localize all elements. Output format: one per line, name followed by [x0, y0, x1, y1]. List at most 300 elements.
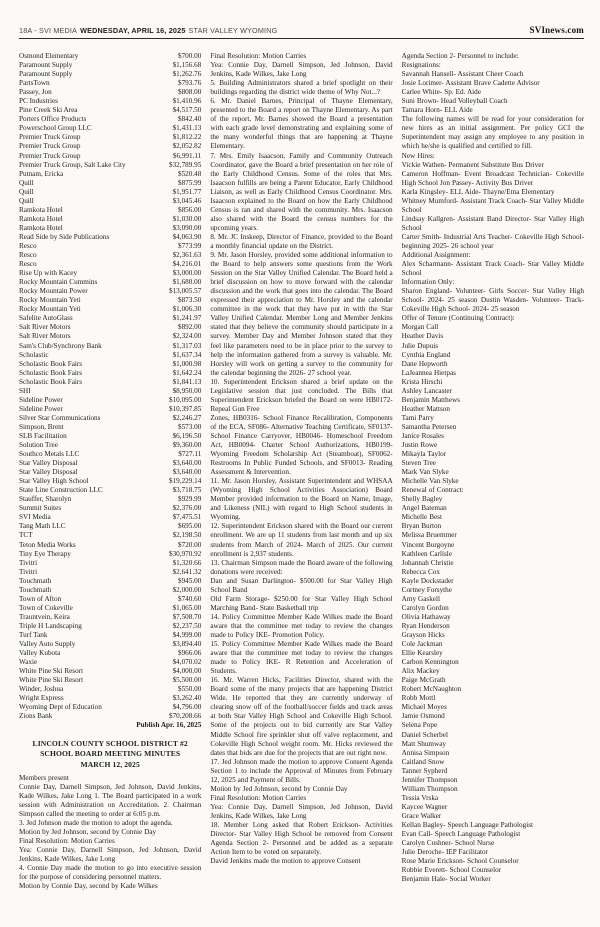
personnel-line: Bryan Burton: [401, 522, 442, 531]
vendor-name: Wright Express: [19, 694, 64, 703]
expense-row: [19, 323, 201, 332]
expense-row: [19, 441, 201, 450]
personnel-line: Jennifer Thompson: [401, 775, 458, 784]
expense-table: [19, 52, 201, 721]
minutes-paragraph: Dan and Susan Darlington- $500.00 for Star Valley High School Band: [210, 576, 393, 594]
personnel-line: Ryan Henderson: [401, 621, 450, 630]
personnel-line: Justin Rowe: [401, 441, 438, 450]
expense-amount: $4,000.00: [172, 667, 202, 676]
expense-amount: $32,789.95: [168, 160, 202, 169]
vendor-name: Rocky Mountain Yeti: [19, 296, 81, 305]
vendor-name: Winder, Joshua: [19, 685, 64, 694]
personnel-line: Cole Jackman: [401, 640, 443, 649]
vendor-name: Resco: [19, 260, 37, 269]
personnel-line: Evan Call- Speech Language Pathologist: [401, 830, 521, 839]
minutes-paragraph: 5. Building Administrators shared a brief spotlight on their buildings regarding the district wide theme of Why Not...?: [210, 79, 393, 97]
expense-row: [19, 233, 201, 242]
personnel-line: Kathleen Carlisle: [401, 549, 452, 558]
vendor-name: Star Valley Disposal: [19, 468, 78, 477]
vendor-name: Turf Tank: [19, 631, 48, 639]
vendor-name: Salt River Motors: [19, 323, 71, 332]
expense-row: [19, 432, 201, 441]
personnel-line: Carolyn Gordon: [401, 603, 449, 612]
expense-row: [19, 179, 201, 188]
vendor-name: SHI: [19, 386, 31, 395]
column-expenses: [19, 52, 201, 892]
expense-amount: $875.99: [177, 178, 202, 187]
expense-row: [19, 423, 201, 432]
expense-amount: $873.50: [177, 296, 202, 305]
personnel-line: Tanner Sypherd: [401, 766, 448, 775]
minutes-paragraph: Zones, HB0316- School Finance Recalibration, Components of the ECA, SF086- Alternative Teaching Certificate, SF0137- School Finance Carryover, HB0046- Homeschool Freedom Act, HB0094- Charter School Authorizations, HB0199- Wyoming Freedom Scholarship Act (Steamboat), SF0062- Restrooms In Public Funded Schools, and SF0013- Reading Assessment & Intervention.: [210, 413, 393, 477]
vendor-name: Premier Truck Group: [19, 151, 81, 160]
expense-row: [19, 468, 201, 477]
personnel-line: Tessia Vrska: [401, 793, 439, 802]
expense-row: [19, 531, 201, 540]
expense-amount: $1,241.97: [172, 314, 202, 323]
expense-row: [19, 622, 201, 631]
expense-row: [19, 97, 201, 106]
personnel-line: Samantha Petersen: [401, 422, 457, 431]
expense-row: [19, 405, 201, 414]
expense-amount: $695.00: [177, 522, 202, 531]
vendor-name: Quill: [19, 196, 34, 205]
personnel-line: Kellan Bagley- Speech Language Pathologist: [401, 820, 533, 829]
minutes-paragraph: 11. Mr. Jason Horsley, Assistant Superintendent and WHSAA (Wyoming High School Activities Association) Board Member provided information to the Board on Name, Image, and Likeness (NIL) with regard to High School students in Wyoming.: [210, 477, 393, 522]
vendor-name: Pine Creek Ski Area: [19, 106, 78, 115]
expense-row: [19, 296, 201, 305]
vendor-name: Sam's Club/Synchrony Bank: [19, 341, 102, 350]
expense-row: [19, 161, 201, 170]
expense-amount: $6,991.11: [172, 151, 202, 160]
expense-amount: $4,999.00: [172, 631, 202, 639]
vendor-name: Paramount Supply: [19, 70, 73, 79]
personnel-line: Paige McGrath: [401, 676, 446, 685]
vendor-name: Safelite AutoGlass: [19, 314, 73, 323]
personnel-line: Morgan Call: [401, 323, 439, 332]
expense-amount: $19,229.14: [168, 477, 202, 486]
expense-row: [19, 287, 201, 296]
expense-amount: $1,410.96: [172, 97, 202, 106]
vendor-name: Star Valley High School: [19, 477, 89, 486]
expense-row: [19, 133, 201, 142]
expense-row: [19, 215, 201, 224]
personnel-line: Selena Pope: [401, 721, 438, 730]
expense-row: [19, 342, 201, 351]
personnel-line: Cynthia England: [401, 350, 451, 359]
expense-row: [19, 260, 201, 269]
expense-row: [19, 522, 201, 531]
expense-amount: $10,095.00: [168, 395, 202, 404]
expense-amount: $3,090.00: [172, 223, 202, 232]
vendor-name: Salt River Motors: [19, 332, 71, 341]
personnel-line: Vincent Burgoyne: [401, 540, 455, 549]
minutes-paragraph: 16. Mr. Warren Hicks, Facilities Director, shared with the Board some of the many projects that are happening District Wide. He reported that they are currently underway of clearing snow off of the football/soccer fields and track areas at both Star Valley High School and Cokeville High School. Some of the projects out to bid currently are Star Valley Middle School fire sprinkler shut off valve replacement, and Cokeville High School weight room. Mr. Hicks reviewed the dates that bids are due for the projects that are out right now.: [210, 676, 393, 757]
personnel-line: Julie Deroche- IEP Facilitator: [401, 848, 489, 857]
expense-row: [19, 351, 201, 360]
vendor-name: SLB Facilitation: [19, 431, 67, 440]
minutes-paragraph: 6. Mr. Daniel Barnes, Principal of Thayne Elementary, presented to the Board a report on Thayne Elementary. As part of the report, Mr. Barnes showed the Board a presentation with each grade level demonstrating and explaining some of the many wonderful things that are happening at Thayne Elementary.: [210, 97, 393, 151]
expense-row: [19, 649, 201, 658]
expense-amount: $1,637.34: [172, 350, 202, 359]
expense-amount: $1,320.66: [172, 558, 202, 567]
expense-row: [19, 106, 201, 115]
expense-row: [19, 332, 201, 341]
expense-amount: $1,431.13: [172, 124, 202, 133]
expense-row: [19, 152, 201, 161]
expense-amount: $1,262.76: [172, 70, 202, 79]
expense-row: [19, 712, 201, 721]
expense-amount: $2,198.50: [172, 531, 202, 540]
minutes-paragraph: Final Resolution: Motion Carries: [19, 837, 115, 846]
vendor-name: Wyoming Dept of Education: [19, 703, 102, 712]
personnel-line: Lindsay Kallgren- Assistant Band Director- Star Valley High School: [401, 214, 584, 232]
minutes-paragraph: 15. Policy Committee Member Kade Wilkes made the Board aware that the committee met today to review the changes made to Policy IKE- R Retention and Acceleration of Students.: [210, 640, 393, 676]
expense-row: [19, 387, 201, 396]
expense-row: [19, 251, 201, 260]
minutes-paragraph: Final Resolution: Motion Carries: [210, 793, 307, 802]
minutes-paragraph: Motion by Connie Day, second by Kade Wilkes: [19, 882, 158, 891]
personnel-line: Michael Moyes: [401, 703, 447, 712]
personnel-line: Grace Walker: [401, 811, 442, 820]
personnel-line: Heather Mattson: [401, 404, 450, 413]
personnel-line: Robbie Everett- School Counselor: [401, 866, 502, 875]
minutes-paragraph: 17. Jed Johnson made the motion to approve Consent Agenda Section 1 to include the Approval of Minutes from February 12, 2025 and Payment of Bills.: [210, 757, 393, 784]
expense-amount: $2,324.00: [172, 332, 202, 341]
expense-amount: $2,000.00: [172, 585, 202, 594]
expense-amount: $2,052.82: [172, 142, 202, 151]
page-header: [19, 25, 584, 35]
publish-date: Publish Apr. 16, 2025: [136, 721, 202, 730]
personnel-line: Robb Mottl: [401, 694, 436, 703]
personnel-line: Krista Hirschi: [401, 377, 443, 386]
vendor-name: Sideline Power: [19, 395, 63, 404]
vendor-name: Rise Up with Kacey: [19, 269, 78, 278]
vendor-name: Rocky Mountain Power: [19, 287, 88, 296]
personnel-line: Cortney Forsythe: [401, 585, 452, 594]
personnel-line: Cameron Hoffman- Event Broadcast Technician- Cokeville High School Jon Passey- Activity Bus Driver: [401, 169, 584, 187]
vendor-name: Quill: [19, 178, 34, 187]
minutes-paragraph: 3. Jed Johnson made the motion to adopt the agenda.: [19, 819, 173, 828]
personnel-line: Suni Brown- Head Volleyball Coach: [401, 97, 508, 106]
vendor-name: Zions Bank: [19, 712, 53, 721]
expense-amount: $1,642.24: [172, 368, 202, 377]
vendor-name: Touchmath: [19, 576, 52, 585]
vendor-name: Trauntvein, Keira: [19, 612, 70, 621]
expense-row: [19, 197, 201, 206]
personnel-line: Amy Gaskell: [401, 594, 440, 603]
personnel-line: Grayson Hicks: [401, 631, 445, 639]
expense-row: [19, 477, 201, 486]
expense-amount: $3,640.00: [172, 459, 202, 468]
expense-amount: $3,045.46: [172, 196, 202, 205]
vendor-name: Valley Kubota: [19, 649, 61, 658]
vendor-name: Quill: [19, 187, 34, 196]
vendor-name: Premier Truck Group: [19, 142, 81, 151]
vendor-name: Silver Star Communications: [19, 413, 101, 422]
minutes-paragraph: Yea: Connie Day, Darnell Simpson, Jed Johnson, David Jenkins, Kade Wilkes, Jake Long: [210, 802, 393, 820]
expense-amount: $4,063.90: [172, 232, 202, 241]
expense-row: [19, 124, 201, 133]
expense-amount: $2,641.32: [172, 567, 202, 576]
expense-amount: $1,680.00: [172, 278, 202, 287]
column-personnel: [402, 52, 584, 884]
minutes-paragraph: Old Farm Storage- $250.00 for Star Valley High School Marching Band- State Basketball trip: [210, 594, 393, 612]
personnel-line: Michelle Best: [401, 513, 442, 522]
expense-amount: $3,000.00: [172, 269, 202, 278]
vendor-name: Ramkota Hotel: [19, 223, 63, 232]
minutes-paragraph: 8. Mr. JC Inskeep, Director of Finance, provided to the Board a monthly financial update on the District.: [210, 232, 393, 250]
expense-row: [19, 396, 201, 405]
vendor-name: PC Industries: [19, 97, 58, 106]
personnel-line: Mikayla Taylor: [401, 450, 447, 459]
personnel-line: Melissa Bruemmer: [401, 531, 457, 540]
expense-amount: $929.99: [177, 495, 202, 504]
minutes-paragraph: Motion by Jed Johnson, second by Connie Day: [210, 784, 348, 793]
vendor-name: Scholastic Book Fairs: [19, 359, 83, 368]
expense-amount: $13,005.57: [168, 287, 202, 296]
expense-amount: $892.00: [177, 323, 202, 332]
expense-row: [19, 631, 201, 640]
vendor-name: Osmond Elementary: [19, 52, 79, 60]
vendor-name: Teton Media Works: [19, 540, 76, 549]
column1-paragraphs: [19, 774, 201, 892]
vendor-name: Rocky Mountain Cummins: [19, 278, 98, 287]
expense-amount: $1,006.30: [172, 305, 202, 314]
personnel-line: Additional Assignment:: [401, 251, 471, 260]
vendor-name: Premier Truck Group, Salt Lake City: [19, 160, 126, 169]
personnel-line: Matt Shumway: [401, 739, 446, 748]
expense-amount: $1,812.22: [172, 133, 202, 142]
expense-row: [19, 414, 201, 423]
personnel-line: Benjamin Matthews: [401, 395, 460, 404]
vendor-name: Tiny Eye Therapy: [19, 549, 71, 558]
minutes-paragraph: Yea: Connie Day, Darnell Simpson, Jed Johnson, David Jenkins, Kade Wilkes, Jake Long: [19, 846, 202, 864]
vendor-name: Solution Tree: [19, 441, 58, 450]
expense-row: [19, 613, 201, 622]
expense-row: [19, 70, 201, 79]
personnel-line: Heather Davis: [401, 332, 444, 341]
expense-amount: $1,317.03: [172, 341, 202, 350]
vendor-name: Premier Truck Group: [19, 133, 81, 142]
personnel-line: Alex Scharmann- Assistant Track Coach- Star Valley Middle School: [401, 260, 584, 278]
minutes-paragraph: 9. Mr. Jason Horsley, provided some additional information to the Board to help answers some questions from the Work Session on the Star Valley Unified Calendar. The Board held a brief discussion on how to move forward with the calendar discussion and the work that goes into the calendar. The Board expressed their appreciation to Mr. Horsley and the calendar committee in the work that they have put in with the Star Valley Unified Calendar. Member Long and Member Jenkins stated that they believe the community should participate in a survey. Member Day and Member Johnson stated that they feel like parameters need to be in place prior to the survey to help the information gathered from a survey is valuable. Mr. Horsley will work on getting a survey to the community for the calendar beginning the 2026- 27 school year.: [210, 251, 393, 377]
expense-row: [19, 369, 201, 378]
personnel-line: Angel Bateman: [401, 504, 447, 513]
minutes-paragraph: Yea: Connie Day, Darnell Simpson, Jed Johnson, David Jenkins, Kade Wilkes, Jake Long: [210, 61, 393, 79]
minutes-heading-line: LINCOLN COUNTY SCHOOL DISTRICT #2: [32, 738, 188, 748]
expense-row: [19, 495, 201, 504]
expense-amount: $7,508.70: [172, 612, 202, 621]
expense-row: [19, 568, 201, 577]
expense-row: [19, 595, 201, 604]
edition-line: [19, 26, 280, 35]
expense-amount: $945.00: [177, 576, 202, 585]
vendor-name: Resco: [19, 241, 37, 250]
personnel-line: Michelle Van Slyke: [401, 477, 459, 486]
vendor-name: Valley Auto Supply: [19, 640, 76, 649]
expense-row: [19, 486, 201, 495]
expense-row: [19, 513, 201, 522]
site-name: SVInews.com: [529, 25, 584, 35]
expense-amount: $2,237.50: [172, 621, 202, 630]
personnel-line: Janice Rosales: [401, 431, 444, 440]
location-label: STAR VALLEY WYOMING: [188, 26, 278, 35]
personnel-line: Shelly Bagley: [401, 495, 443, 504]
vendor-name: Summit Suites: [19, 504, 62, 513]
personnel-line: Tamara Horn- ELL Aide: [401, 106, 473, 115]
expense-amount: $856.00: [177, 205, 202, 214]
personnel-line: Mark Van Slyke: [401, 468, 449, 477]
expense-row: [19, 550, 201, 559]
expense-row: [19, 314, 201, 323]
personnel-line: Ellie Kearsley: [401, 649, 443, 658]
expense-amount: $720.00: [177, 540, 202, 549]
expense-amount: $4,070.02: [172, 658, 202, 667]
expense-row: [19, 559, 201, 568]
vendor-name: White Pine Ski Resort: [19, 667, 84, 676]
expense-row: [19, 459, 201, 468]
expense-amount: $5,500.00: [172, 676, 202, 685]
personnel-line: Sharon England- Volunteer- Girls Soccer- Star Valley High School- 2024- 25 season Dustin Wasden- Volunteer- Track- Cokeville High School- 2024- 25 season: [401, 287, 584, 314]
personnel-line: Johannah Christie: [401, 558, 454, 567]
vendor-name: Southco Metals LLC: [19, 450, 80, 459]
expense-amount: $1,156.68: [172, 61, 202, 70]
expense-amount: $727.11: [178, 450, 202, 459]
expense-row: [19, 676, 201, 685]
minutes-paragraph: 7. Mrs. Emily Isaacson, Family and Community Outreach Coordinator, gave the Board a brief presentation on her role of the Early Childhood Census. Some of the roles that Mrs. Isaacson fulfills are being a Parent Educator, Early Childhood Liaison, as well as Early Childhood Census Coordinator. Mrs. Isaacson explained to the Board on how the Early Childhood Census is ran and shared with the community. Mrs. Isaacson also shared with the Board the census numbers for the upcoming years.: [210, 151, 393, 232]
vendor-name: Waxie: [19, 658, 38, 667]
expense-amount: $1,000.98: [172, 359, 202, 368]
expense-row: [19, 242, 201, 251]
vendor-name: Putnam, Ericka: [19, 169, 64, 178]
expense-row: [19, 586, 201, 595]
personnel-line: Jamie Osmond: [401, 712, 445, 721]
expense-row: [19, 694, 201, 703]
personnel-line: Alix Mackey: [401, 667, 440, 676]
vendor-name: PartsTown: [19, 79, 50, 88]
expense-row: [19, 640, 201, 649]
minutes-paragraph: Members present: [19, 773, 69, 782]
expense-amount: $2,376.00: [172, 504, 202, 513]
personnel-line: Renewal of Contract:: [401, 486, 464, 495]
personnel-line: The following names will be read for your consideration for new hires as an initial assignment. Per policy GCI the Superintendent may assign any employee to any position in which he/she is qualified and certified to fill.: [401, 115, 584, 151]
expense-amount: $520.48: [177, 169, 202, 178]
expense-amount: $7,475.51: [172, 513, 202, 522]
expense-amount: $1,951.77: [172, 187, 202, 196]
expense-amount: $4,796.00: [172, 703, 202, 712]
expense-row: [19, 378, 201, 387]
expense-amount: $8,950.00: [172, 386, 202, 395]
expense-amount: $6,196.50: [172, 431, 202, 440]
personnel-line: Tami Parry: [401, 413, 434, 422]
expense-amount: $2,246.27: [172, 413, 202, 422]
vendor-name: White Pine Ski Resort: [19, 676, 84, 685]
expense-row: [19, 305, 201, 314]
vendor-name: SVI Media: [19, 513, 51, 522]
expense-amount: $1,841.13: [172, 377, 202, 386]
expense-row: [19, 667, 201, 676]
expense-row: [19, 541, 201, 550]
expense-amount: $793.76: [177, 79, 202, 88]
vendor-name: Town of Cokeville: [19, 603, 73, 612]
expense-row: [19, 52, 201, 61]
personnel-line: Agenda Section 2- Personnel to include:: [401, 52, 519, 60]
vendor-name: Scholastic Book Fairs: [19, 368, 83, 377]
personnel-line: William Thompson: [401, 784, 458, 793]
expense-amount: $3,640.00: [172, 468, 202, 477]
minutes-paragraph: 13. Chairman Simpson made the Board aware of the following donations were received:: [210, 558, 393, 576]
vendor-name: Scholastic: [19, 350, 49, 359]
column-minutes: [210, 52, 392, 866]
expense-amount: $3,894.40: [172, 640, 202, 649]
expense-amount: $842.40: [177, 115, 202, 124]
personnel-line: Olivia Hathaway: [401, 612, 451, 621]
expense-amount: $4,216.01: [172, 260, 202, 269]
personnel-line: Carter Smith- Industrial Arts Teacher- Cokeville High School- beginning 2025- 26 school year: [401, 232, 584, 250]
personnel-line: Benjamin Hale- Social Worker: [401, 875, 491, 884]
expense-row: [19, 206, 201, 215]
expense-row: [19, 224, 201, 233]
personnel-line: Robert McNaughton: [401, 685, 462, 694]
personnel-line: Rebecca Cox: [401, 567, 440, 576]
minutes-paragraph: 4. Connie Day made the motion to go into executive session for the purpose of considering personnel matters.: [19, 864, 202, 882]
expense-row: [19, 142, 201, 151]
expense-row: [19, 450, 201, 459]
vendor-name: Triple H Landscaping: [19, 621, 82, 630]
expense-row: [19, 360, 201, 369]
expense-amount: $808.00: [177, 88, 202, 97]
vendor-name: Town of Afton: [19, 594, 62, 603]
personnel-line: New Hires:: [401, 151, 435, 160]
personnel-line: Daniel Scherbel: [401, 730, 448, 739]
personnel-line: Julie Dupuis: [401, 341, 438, 350]
expense-amount: $1,065.00: [172, 603, 202, 612]
minutes-paragraph: 18. Member Long asked that Robert Erickson- Activities Director- Star Valley High School be removed from Consent Agenda Section 2- Personnel and be added as a separate Action Item to be voted on separately.: [210, 820, 393, 857]
expense-amount: $550.00: [177, 685, 202, 694]
minutes-paragraph: 10. Superintendent Erickson shared a brief update on the Legislative session that just concluded. The Bills that Superintendent Erickson briefed the Board on were HB0172- Repeal Gun Free: [210, 377, 393, 413]
minutes-paragraph: Motion by Jed Johnson, second by Connie Day: [19, 828, 157, 837]
expense-amount: $573.00: [177, 422, 202, 431]
minutes-paragraph: David Jenkins made the motion to approve Consent: [210, 857, 361, 866]
personnel-line: Carolyn Cushner- School Nurse: [401, 839, 495, 848]
personnel-line: Annisa Simpson: [401, 748, 450, 757]
vendor-name: Rocky Mountain Yeti: [19, 305, 81, 314]
minutes-paragraph: Connie Day, Darnell Simpson, Jed Johnson, David Jenkins, Kade Wilkes, Jake Long 1. The Board participated in a work session with Administration on Accreditation. 2. Chairman Simpson called the meeting to order at 6:05 p.m.: [19, 782, 202, 819]
vendor-name: Powerschool Group LLC: [19, 124, 92, 133]
minutes-paragraph: 12. Superintendent Erickson shared with the Board our current enrollment. We are up 11 students from last month and up six students from March of 2024- March of 2025. Our current enrollment is 2,937 students.: [210, 522, 393, 558]
personnel-line: Kayle Dockstader: [401, 576, 454, 585]
vendor-name: Sideline Power: [19, 404, 63, 413]
personnel-line: Carbon Kennington: [401, 658, 459, 667]
vendor-name: Tang Math LLC: [19, 522, 66, 531]
vendor-name: Ramkota Hotel: [19, 205, 63, 214]
article-columns: [19, 52, 584, 892]
expense-row: [19, 577, 201, 586]
vendor-name: Read Side by Side Publications: [19, 232, 110, 241]
expense-row: [19, 658, 201, 667]
personnel-line: Carlee White- Sp. Ed. Aide: [401, 88, 481, 97]
vendor-name: Ramkota Hotel: [19, 214, 63, 223]
vendor-name: Tivitri: [19, 567, 38, 576]
personnel-line: Information Only:: [401, 278, 455, 287]
personnel-line: Ashley Lancaster: [401, 386, 452, 395]
expense-amount: $3,718.75: [172, 486, 202, 495]
expense-row: [19, 79, 201, 88]
minutes-heading-line: MARCH 12, 2025: [80, 760, 140, 770]
expense-row: [19, 703, 201, 712]
personnel-line: Kaycee Wagner: [401, 802, 448, 811]
